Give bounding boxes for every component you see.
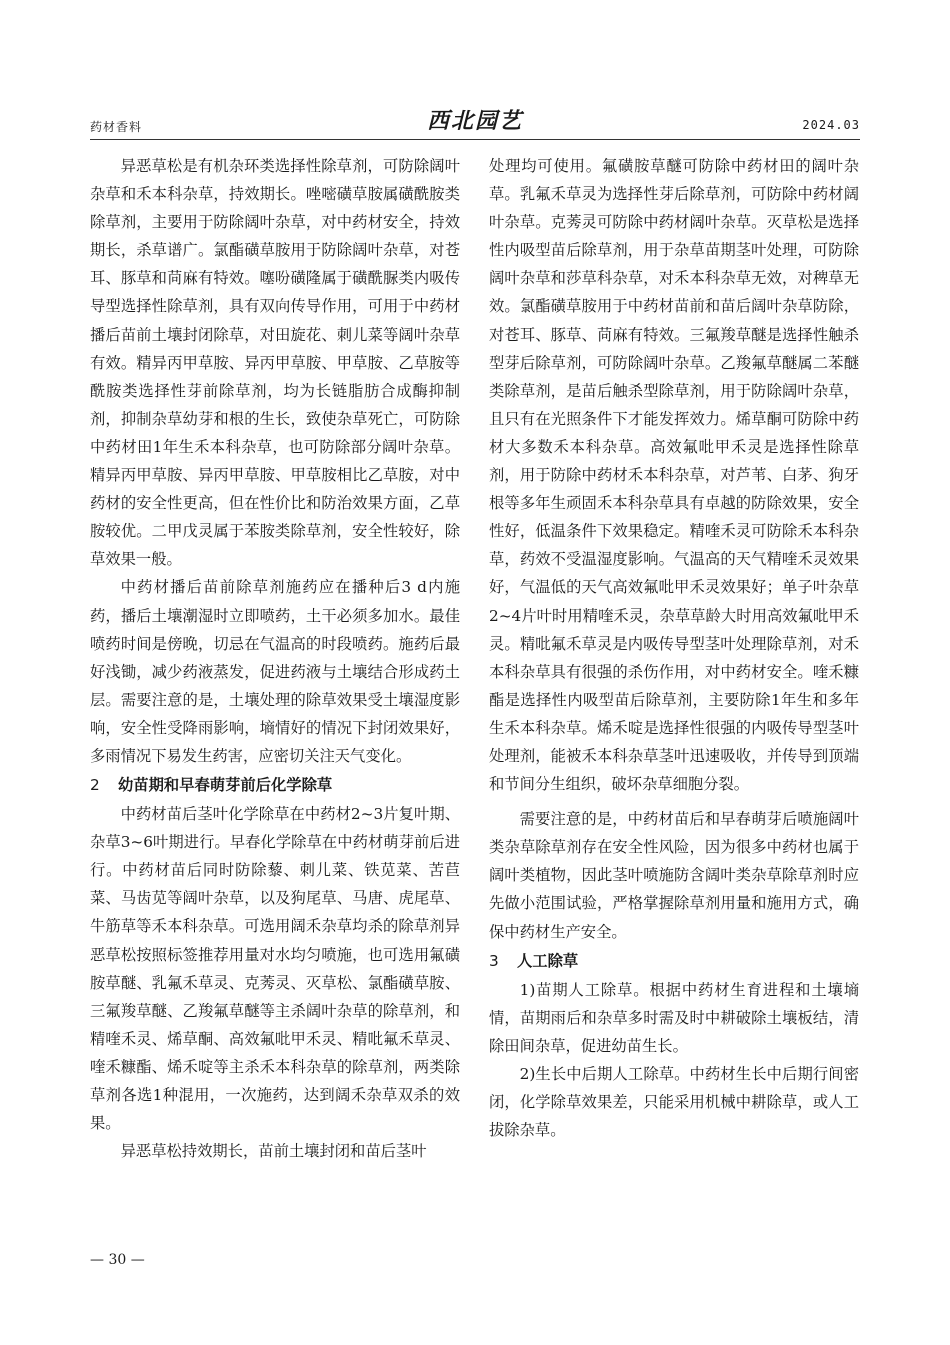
section-title: 人工除草: [517, 951, 579, 970]
page-header: [90, 104, 860, 140]
section-number: 3: [489, 951, 499, 970]
page-number: — 30 —: [90, 1252, 145, 1268]
section-heading: [489, 946, 859, 976]
journal-logo: 西北园艺: [426, 108, 524, 134]
paragraph: 异恶草松持效期长，苗前土壤封闭和苗后茎叶: [120, 1142, 427, 1161]
section-title: 幼苗期和早春萌芽前后化学除草: [118, 776, 333, 795]
paragraph: 2)生长中后期人工除草。中药材生长中后期行间密闭，化学除草效果差，只能采用机械中耕除草，或人工拔除杂草。: [489, 1064, 859, 1140]
paragraph: 中药材苗后茎叶化学除草在中药材2~3片复叶期、杂草3~6叶期进行。早春化学除草在中药材萌芽前后进行。中药材苗后同时防除藜、刺儿菜、铁苋菜、苦苣菜、马齿苋等阔叶杂草，以及狗尾草、马唐、虎尾草、牛筋草等禾本科杂草。可选用阔禾杂草均杀的除草剂异恶草松按照标签推荐用量对水均匀喷施，也可选用氟磺胺草醚、乳氟禾草灵、克莠灵、灭草松、氯酯磺草胺、三氟羧草醚、乙羧氟草醚等主杀阔叶杂草的除草剂，和精喹禾灵、烯草酮、高效氟吡甲禾灵、精吡氟禾草灵、喹禾糠酯、烯禾啶等主杀禾本科杂草的除草剂，两类除草剂各选1种混用，一次施药，达到阔禾杂草双杀的效果。: [90, 805, 460, 1133]
left-column: [90, 152, 460, 1165]
paragraph: 1)苗期人工除草。根据中药材生育进程和土壤墒情，苗期雨后和杂草多时需及时中耕破除土壤板结，清除田间杂草，促进幼苗生长。: [489, 980, 859, 1055]
header-rule: [90, 139, 860, 140]
section-number: 2: [90, 776, 100, 795]
paragraph: 中药材播后苗前除草剂施药应在播种后3 d内施药，播后土壤潮湿时立即喷药，土干必须多加水。最佳喷药时间是傍晚，切忌在气温高的时段喷药。施药后最好浅锄，减少药液蒸发，促进药液与土壤结合形成药土层。需要注意的是，土壤处理的除草效果受土壤湿度影响，安全性受降雨影响，墒情好的情况下封闭效果好，多雨情况下易发生药害，应密切关注天气变化。: [90, 578, 460, 765]
paragraph: 处理均可使用。氟磺胺草醚可防除中药材田的阔叶杂草。乳氟禾草灵为选择性芽后除草剂，可防除中药材阔叶杂草。克莠灵可防除中药材阔叶杂草。灭草松是选择性内吸型苗后除草剂，用于杂草苗期茎叶处理，可防除阔叶杂草和莎草科杂草，对禾本科杂草无效，对稗草无效。氯酯磺草胺用于中药材苗前和苗后阔叶杂草防除，对苍耳、豚草、苘麻有特效。三氟羧草醚是选择性触杀型芽后除草剂，可防除阔叶杂草。乙羧氟草醚属二苯醚类除草剂，是苗后触杀型除草剂，用于防除阔叶杂草，且只有在光照条件下才能发挥效力。烯草酮可防除中药材大多数禾本科杂草。高效氟吡甲禾灵是选择性除草剂，用于防除中药材禾本科杂草，对芦苇、白茅、狗牙根等多年生顽固禾本科杂草具有卓越的防除效果，安全性好，低温条件下效果稳定。精喹禾灵可防除禾本科杂草，药效不受温湿度影响。气温高的天气精喹禾灵效果好，气温低的天气高效氟吡甲禾灵效果好；单子叶杂草2~4片叶时用精喹禾灵，杂草草龄大时用高效氟吡甲禾灵。精吡氟禾草灵是内吸传导型茎叶处理除草剂，对禾本科杂草具有很强的杀伤作用，对中药材安全。喹禾糠酯是选择性内吸型苗后除草剂，主要防除1年生和多年生禾本科杂草。烯禾啶是选择性很强的内吸传导型茎叶处理剂，能被禾本科杂草茎叶迅速吸收，并传导到顶端和节间分生组织，破坏杂草细胞分裂。: [489, 157, 859, 794]
issue-label: 2024.03: [802, 118, 860, 132]
section-label: 药材香料: [90, 120, 143, 134]
paragraph: 需要注意的是，中药材苗后和早春萌芽后喷施阔叶类杂草除草剂存在安全性风险，因为很多中药材也属于阔叶类植物，因此茎叶喷施防含阔叶类杂草除草剂时应先做小范围试验，严格掌握除草剂用量和施用方式，确保中药材生产安全。: [489, 810, 859, 941]
section-heading: [90, 770, 460, 800]
right-column: [489, 152, 859, 1144]
paragraph: 异恶草松是有机杂环类选择性除草剂，可防除阔叶杂草和禾本科杂草，持效期长。唑嘧磺草胺属磺酰胺类除草剂，主要用于防除阔叶杂草，对中药材安全，持效期长，杀草谱广。氯酯磺草胺用于防除阔叶杂草，对苍耳、豚草和苘麻有特效。噻吩磺隆属于磺酰脲类内吸传导型选择性除草剂，具有双向传导作用，可用于中药材播后苗前土壤封闭除草，对田旋花、刺儿菜等阔叶杂草有效。精异丙甲草胺、异丙甲草胺、甲草胺、乙草胺等酰胺类选择性芽前除草剂，均为长链脂肪合成酶抑制剂，抑制杂草幼芽和根的生长，致使杂草死亡，可防除中药材田1年生禾本科杂草，也可防除部分阔叶杂草。精异丙甲草胺、异丙甲草胺、甲草胺相比乙草胺，对中药材的安全性更高，但在性价比和防治效果方面，乙草胺较优。二甲戊灵属于苯胺类除草剂，安全性较好，除草效果一般。: [90, 157, 460, 569]
